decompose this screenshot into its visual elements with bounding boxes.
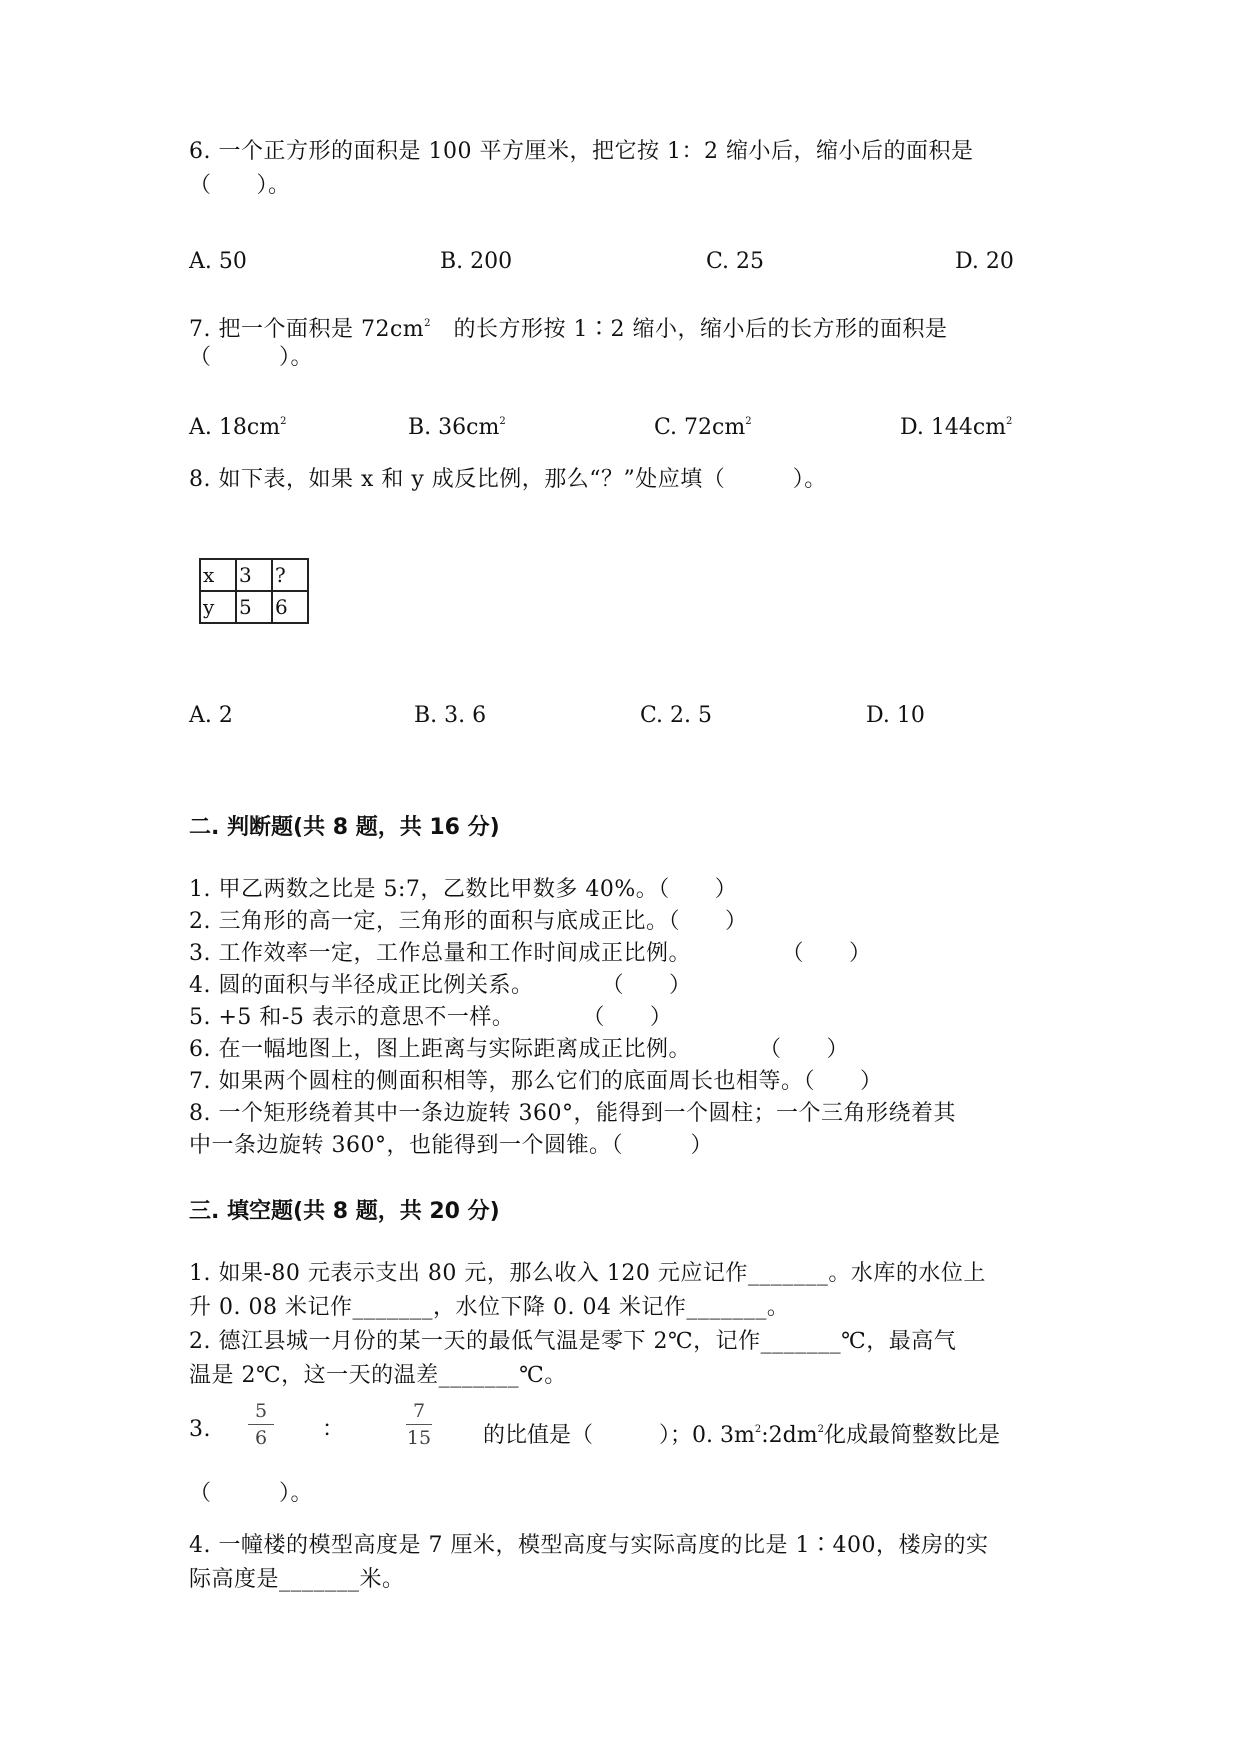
q7-text-line2: （ ）。 [189, 345, 314, 370]
s3-q4-line2: 际高度是_______米。 [189, 1567, 405, 1592]
frac2-denominator: 15 [406, 1427, 432, 1449]
q8-cell: 6 [272, 591, 308, 623]
q8-xy-table [199, 558, 309, 624]
q7-option-c [654, 406, 752, 444]
section3-heading: 三. 填空题(共 8 题，共 20 分) [189, 1199, 500, 1224]
frac1-denominator: 6 [254, 1427, 268, 1449]
q6-option-a: A. 50 [189, 249, 247, 274]
q8-table-row-y [200, 591, 308, 623]
q7-option-b-sup: 2 [499, 416, 506, 427]
s3-q3-fraction-1 [248, 1400, 274, 1449]
q7-option-b [408, 406, 506, 444]
section2-heading: 二. 判断题(共 8 题，共 16 分) [189, 815, 500, 840]
q7-option-c-text: C. 72cm [654, 415, 746, 440]
q6-text-line1: 6. 一个正方形的面积是 100 平方厘米，把它按 1：2 缩小后，缩小后的面积是 [189, 139, 974, 164]
q6-text-line2: （ ）。 [189, 173, 291, 198]
s3-q3-colon: ： [322, 1417, 345, 1442]
frac2-numerator: 7 [412, 1400, 426, 1422]
s3-q4-line1: 4. 一幢楼的模型高度是 7 厘米，模型高度与实际高度的比是 1∶400，楼房的实 [189, 1533, 989, 1558]
frac1-numerator: 5 [254, 1400, 268, 1422]
s3-q3-text-c: 化成最简整数比是 [823, 1423, 1000, 1448]
q7-option-c-sup: 2 [745, 416, 752, 427]
s3-q3-text-b: :2dm [761, 1423, 818, 1448]
s2-item-3: 3. 工作效率一定，工作总量和工作时间成正比例。 （ ） [189, 941, 872, 966]
q8-cell: 3 [236, 559, 272, 591]
s3-q3-fraction-2 [406, 1400, 432, 1449]
q7-option-a-text: A. 18cm [189, 415, 281, 440]
s3-q1-line2: 升 0. 08 米记作_______，水位下降 0. 04 米记作_______。 [189, 1295, 790, 1320]
s3-q3-prefix: 3. [189, 1417, 211, 1442]
q8-text-line1: 8. 如下表，如果 x 和 y 成反比例，那么“？”处应填（ ）。 [189, 467, 827, 492]
s3-q1-line1: 1. 如果-80 元表示支出 80 元，那么收入 120 元应记作_______。水库的水位上 [189, 1261, 986, 1286]
s2-item-4: 4. 圆的面积与半径成正比例关系。 （ ） [189, 973, 692, 998]
q7-text-line1 [189, 308, 948, 346]
frac1-bar [248, 1424, 274, 1425]
q8-cell: ? [272, 559, 308, 591]
s3-q3-sup1: 2 [754, 1424, 762, 1435]
q8-option-c: C. 2. 5 [640, 703, 713, 728]
q8-option-b: B. 3. 6 [414, 703, 487, 728]
s2-item-6: 6. 在一幅地图上，图上距离与实际距离成正比例。 （ ） [189, 1037, 849, 1062]
s2-item-8-line1: 8. 一个矩形绕着其中一条边旋转 360°，能得到一个圆柱；一个三角形绕着其 [189, 1101, 956, 1126]
q8-option-d: D. 10 [866, 703, 925, 728]
q8-cell: y [200, 591, 236, 623]
s3-q3-line2: （ ）。 [189, 1481, 314, 1506]
q8-cell: x [200, 559, 236, 591]
q7-text-b: 的长方形按 1∶2 缩小，缩小后的长方形的面积是 [431, 317, 948, 342]
q7-sup: 2 [424, 318, 432, 329]
frac2-bar [406, 1424, 432, 1425]
q7-option-d-text: D. 144cm [900, 415, 1007, 440]
q8-option-a: A. 2 [189, 703, 233, 728]
s2-item-5: 5. +5 和-5 表示的意思不一样。 （ ） [189, 1005, 673, 1030]
q7-option-a [189, 406, 286, 444]
q7-option-b-text: B. 36cm [408, 415, 500, 440]
q6-option-c: C. 25 [706, 249, 765, 274]
q7-option-d [900, 406, 1012, 444]
s3-q2-line2: 温是 2℃，这一天的温差_______℃。 [189, 1363, 567, 1388]
s2-item-8-line2: 中一条边旋转 360°，也能得到一个圆锥。（ ） [189, 1133, 713, 1158]
s3-q3-text-a: 的比值是（ ）；0. 3m [483, 1423, 755, 1448]
s2-item-1: 1. 甲乙两数之比是 5:7，乙数比甲数多 40%。（ ） [189, 877, 738, 902]
s3-q2-line1: 2. 德江县城一月份的某一天的最低气温是零下 2℃，记作_______℃，最高气 [189, 1329, 957, 1354]
s3-q3-sup2: 2 [817, 1424, 824, 1435]
q8-table-row-x [200, 559, 308, 591]
q7-option-a-sup: 2 [280, 416, 287, 427]
s2-item-7: 7. 如果两个圆柱的侧面积相等，那么它们的底面周长也相等。（ ） [189, 1069, 883, 1094]
s3-q3-text [483, 1414, 1000, 1452]
q7-option-d-sup: 2 [1006, 416, 1013, 427]
q6-option-b: B. 200 [440, 249, 513, 274]
s2-item-2: 2. 三角形的高一定，三角形的面积与底成正比。（ ） [189, 909, 748, 934]
q6-option-d: D. 20 [955, 249, 1014, 274]
q7-text-a: 7. 把一个面积是 72cm [189, 317, 425, 342]
q8-cell: 5 [236, 591, 272, 623]
